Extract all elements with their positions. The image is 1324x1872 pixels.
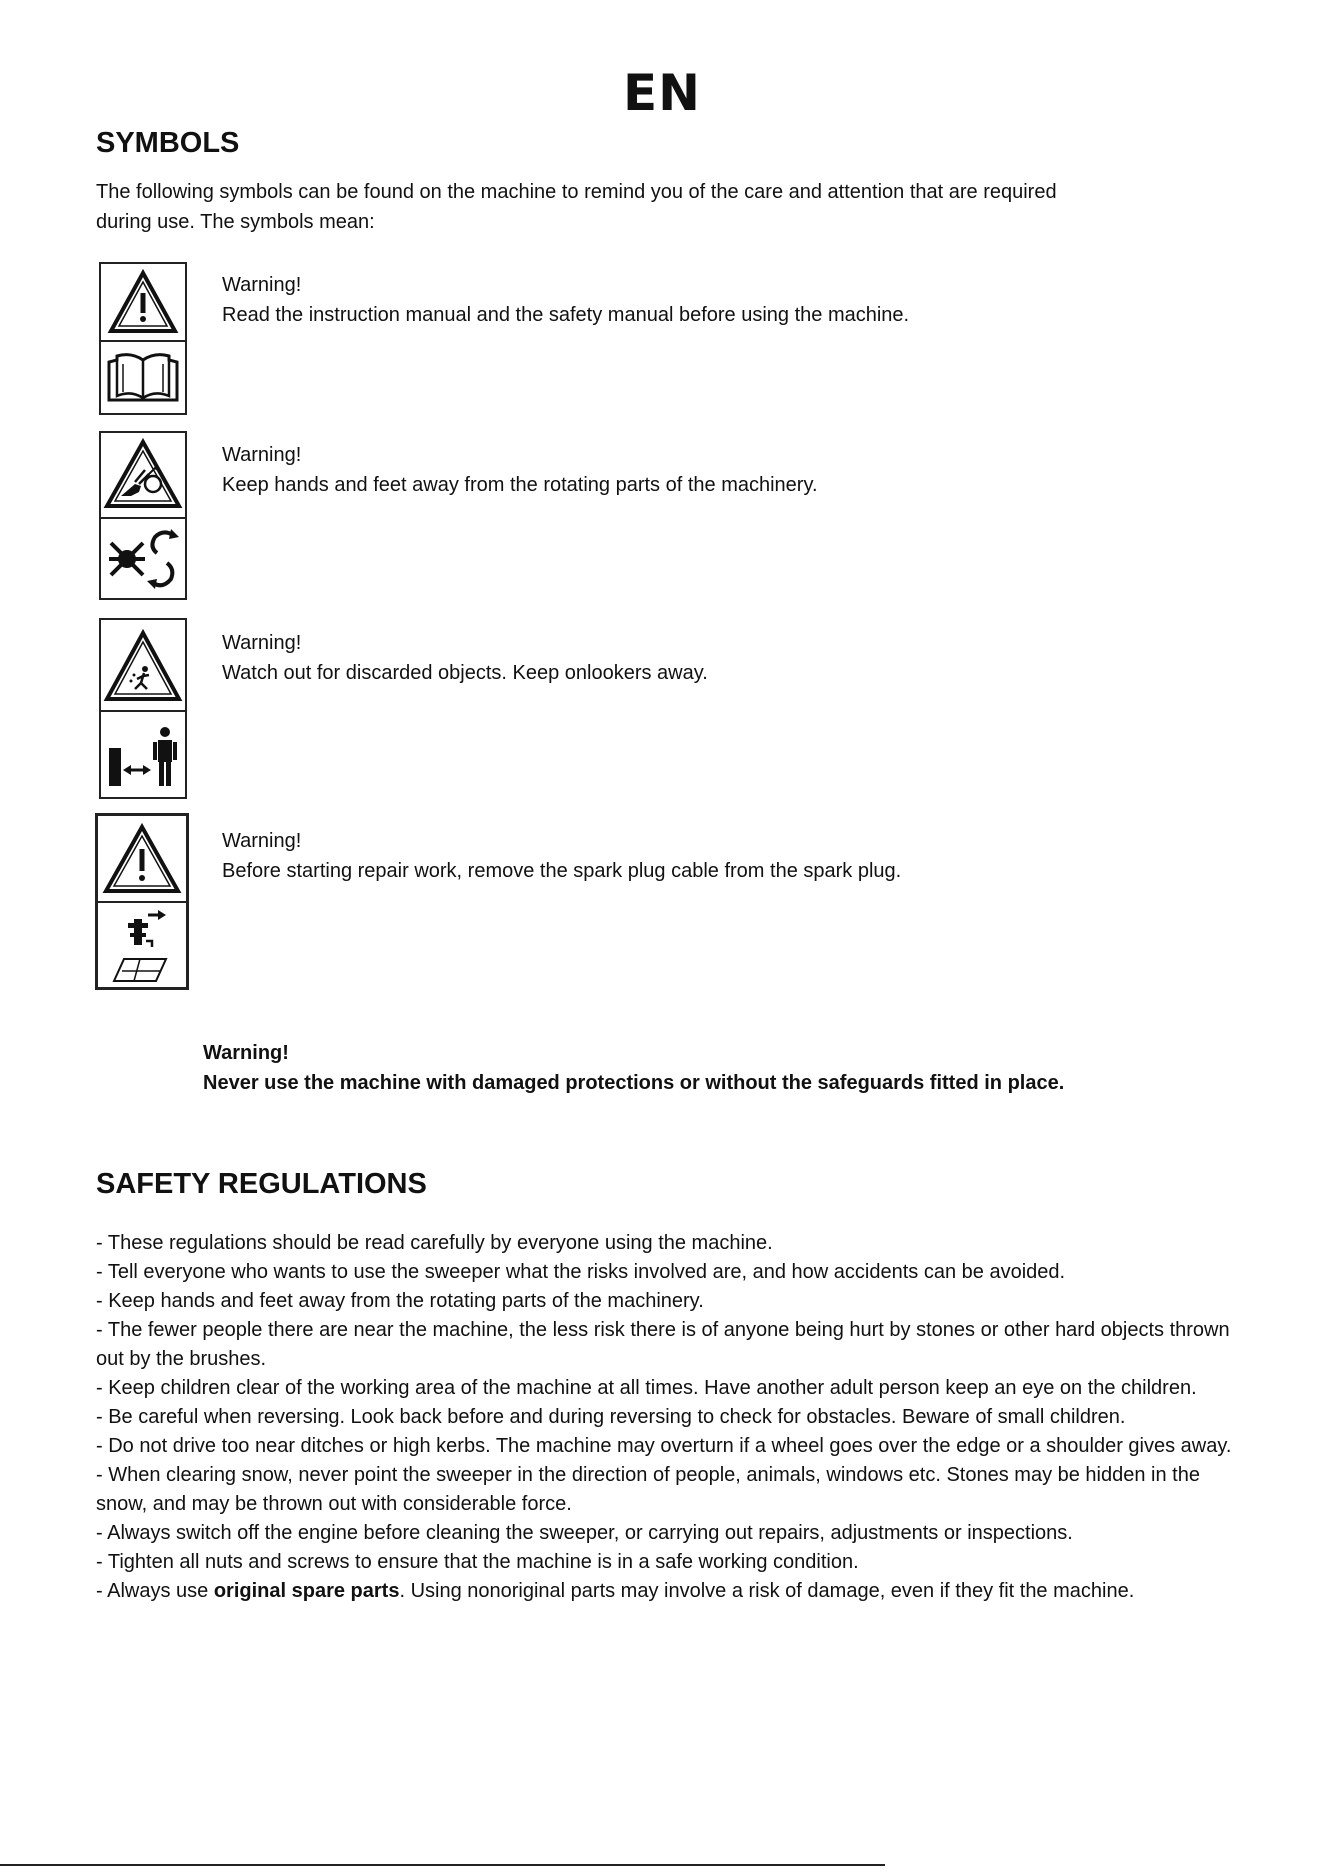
symbol-2-description: Keep hands and feet away from the rotating parts of the machinery.: [222, 474, 818, 496]
symbol-3-title: Warning!: [222, 632, 302, 654]
safety-rule: - Always switch off the engine before cleaning the sweeper, or carrying out repairs, adjustments or inspections.: [96, 1522, 1073, 1544]
safety-rule: - The fewer people there are near the machine, the less risk there is of anyone being hurt by stones or other hard objects thrown out by the brushes.: [96, 1319, 1230, 1370]
manual-book-icon: [101, 340, 185, 413]
safety-rule: - Tell everyone who wants to use the sweeper what the risks involved are, and how accidents can be avoided.: [96, 1261, 1066, 1283]
symbol-1-description: Read the instruction manual and the safety manual before using the machine.: [222, 304, 910, 326]
safety-rule: - Keep children clear of the working area of the machine at all times. Have another adult person keep an eye on the children.: [96, 1377, 1197, 1399]
safety-rule: - Keep hands and feet away from the rotating parts of the machinery.: [96, 1290, 704, 1312]
symbol-box-3: [99, 618, 187, 799]
thrown-objects-warning-icon: [101, 620, 185, 710]
safety-rule: - Tighten all nuts and screws to ensure that the machine is in a safe working condition.: [96, 1551, 859, 1573]
spark-plug-manual-icon: [98, 901, 186, 987]
symbol-1-title: Warning!: [222, 274, 302, 296]
keep-distance-icon: [101, 710, 185, 797]
symbols-heading: SYMBOLS: [96, 127, 240, 159]
safety-rule: - These regulations should be read carefully by everyone using the machine.: [96, 1232, 773, 1254]
rule-emphasis: original spare parts: [213, 1580, 400, 1602]
symbol-box-4: [95, 813, 189, 990]
symbols-intro: [96, 177, 1246, 237]
symbol-text-3: [222, 628, 1272, 688]
safety-regulations-heading: SAFETY REGULATIONS: [96, 1168, 427, 1200]
rotating-parts-icon: [101, 517, 185, 598]
rule-prefix: - Always use: [96, 1580, 214, 1602]
bold-warning-text: Never use the machine with damaged protections or without the safeguards fitted in place.: [203, 1072, 1065, 1094]
symbol-text-2: [222, 440, 1272, 500]
symbol-3-description: Watch out for discarded objects. Keep onlookers away.: [222, 662, 708, 684]
rule-suffix: . Using nonoriginal parts may involve a risk of damage, even if they fit the machine.: [399, 1580, 1135, 1602]
safety-rule: - Be careful when reversing. Look back before and during reversing to check for obstacles. Beware of small children.: [96, 1406, 1126, 1428]
symbols-intro-line-1: The following symbols can be found on the machine to remind you of the care and attention that are required: [96, 181, 1057, 203]
symbol-text-1: [222, 270, 1272, 330]
safety-rules-list: [96, 1229, 1246, 1606]
bold-warning: [203, 1038, 1303, 1098]
symbol-4-description: Before starting repair work, remove the spark plug cable from the spark plug.: [222, 860, 902, 882]
hand-entanglement-warning-icon: [101, 433, 185, 517]
language-code: EN: [622, 64, 701, 122]
symbols-intro-line-2: during use. The symbols mean:: [96, 211, 375, 233]
safety-rule: - When clearing snow, never point the sweeper in the direction of people, animals, windows etc. Stones may be hidden in the snow, and may be thrown out with considerable force.: [96, 1464, 1200, 1515]
footer-rule: [0, 1864, 885, 1866]
warning-triangle-icon: [101, 264, 185, 340]
symbol-box-2: [99, 431, 187, 600]
symbol-2-title: Warning!: [222, 444, 302, 466]
safety-rule: - Do not drive too near ditches or high kerbs. The machine may overturn if a wheel goes over the edge or a shoulder gives away.: [96, 1435, 1232, 1457]
warning-triangle-icon: [98, 816, 186, 901]
symbol-box-1: [99, 262, 187, 415]
symbol-text-4: [222, 826, 1272, 886]
bold-warning-title: Warning!: [203, 1042, 289, 1064]
symbol-4-title: Warning!: [222, 830, 302, 852]
safety-rule-original-parts: [96, 1577, 1246, 1606]
